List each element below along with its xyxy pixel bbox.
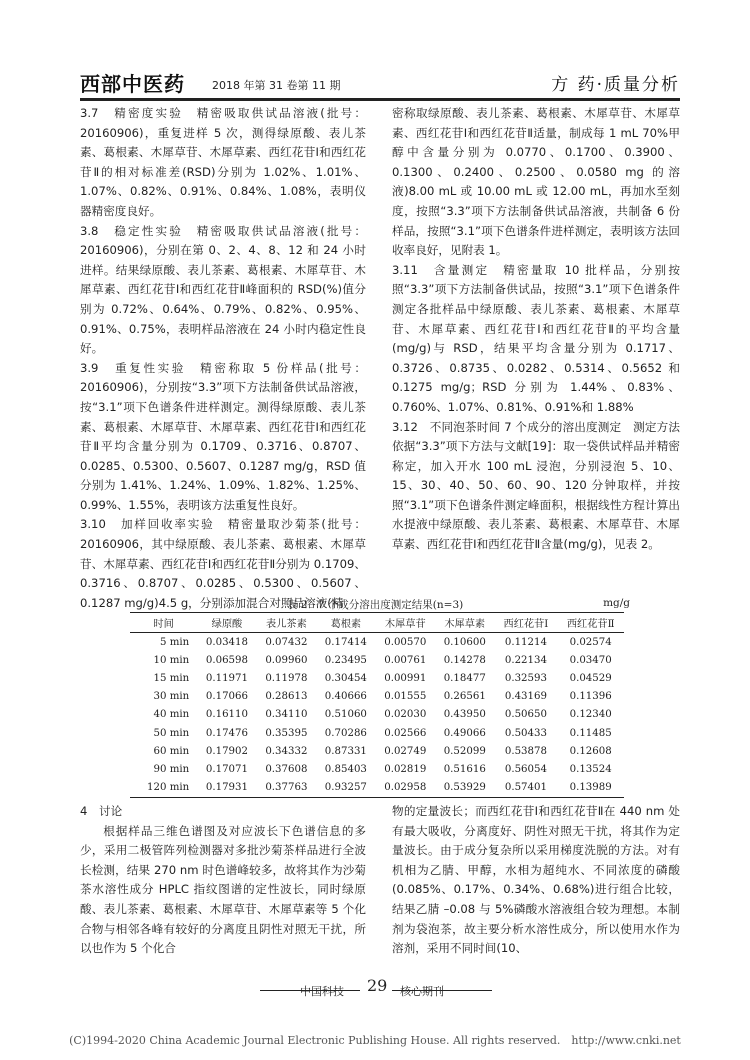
left-column [80, 104, 366, 613]
dissolution-table [130, 612, 624, 798]
table-row [130, 706, 624, 724]
table-caption: 表 2 7 个成分溶出度测定结果(n=3) [286, 599, 464, 611]
table-cell: 0.57401 [494, 779, 557, 798]
table-cell: 0.17414 [324, 636, 367, 648]
table-cell: 0.18477 [443, 672, 486, 684]
right-column [392, 104, 680, 555]
table-cell: 0.50433 [504, 727, 547, 739]
issue-info: 2018 年第 31 卷第 11 期 [212, 79, 341, 92]
table-row [130, 742, 624, 760]
table-cell: 0.02749 [384, 745, 427, 757]
page-number: 29 [367, 976, 388, 995]
header-puerarin: 葛根素 [316, 613, 375, 633]
table-cell: 0.53929 [435, 779, 494, 798]
page-header [80, 68, 680, 98]
paragraph-3-7: 3.7 精密度实验 精密吸取供试品溶液(批号：20160906)，重复进样 5 次，测得绿原酸、表儿茶素、葛根素、木犀草苷、木犀草素、西红花苷Ⅰ和西红花苷Ⅱ的相对标准差(RSD)分别为 1.02%、1.01%、1.07%、0.82%、0.91%、0.84%、1.08%，表明仪器精密度良好。 [80, 106, 366, 218]
table-cell: 0.43950 [443, 709, 486, 721]
table-cell: 0.17931 [197, 779, 256, 798]
table-cell: 0.14278 [443, 654, 486, 666]
paragraph-3-10: 3.10 加样回收率实验 精密量取沙菊茶(批号：20160906，其中绿原酸、表儿茶素、葛根素、木犀草苷、木犀草素、西红花苷Ⅰ和西红花苷Ⅱ分别为 0.1709、0.3716、0.8707、0.0285、0.5300、0.5607、0.1287 mg/g)4.5 g，分别添加混合对照品溶液(精 [80, 517, 366, 610]
footer-label-left: 中国科技 [300, 985, 344, 998]
section-title: 方 药·质量分析 [551, 75, 680, 95]
table-unit: mg/g [603, 597, 630, 609]
table-cell: 0.13524 [569, 763, 612, 775]
table-cell: 0.70286 [324, 727, 367, 739]
table-cell: 0.02574 [569, 636, 612, 648]
discussion-left-column [80, 802, 366, 959]
table-cell: 0.17476 [205, 727, 249, 739]
discussion-right-column [392, 802, 680, 959]
table-cell: 0.30454 [324, 672, 367, 684]
table-cell: 0.87331 [324, 745, 367, 757]
table-cell: 0.11978 [265, 672, 308, 684]
header-rule [80, 98, 680, 101]
table-header-row [130, 613, 624, 633]
table-row [130, 633, 624, 652]
paragraph-3-11: 3.11 含量测定 精密量取 10 批样品，分别按照“3.3”项下方法制备供试品，按照“3.1”项下色谱条件测定各批样品中绿原酸、表儿茶素、葛根素、木犀草苷、木犀草素、西红花苷Ⅰ和西红花苷Ⅱ的平均含量(mg/g)与 RSD，结果平均含量分别为 0.1717、0.3726、0.8735、0.0282、0.5314、0.5652 和 0.1275 mg/g；RSD 分别为 1.44%、0.83%、0.760%、1.07%、0.81%、0.91%和 1.88% [392, 262, 680, 414]
paragraph-3-10-continued: 密称取绿原酸、表儿茶素、葛根素、木犀草苷、木犀草素、西红花苷Ⅰ和西红花苷Ⅱ适量，制成每 1 mL 70%甲醇中含量分别为 0.0770、0.1700、0.3900、0.1300、0.2400、0.2500、0.0580 mg 的溶液)8.00 mL 或 10.00 mL 或 12.00 mL，再加水至刻度，按照“3.3”项下方法制备供试品溶液，共制备 6 份样品，按照“3.1”项下色谱条件进样测定，表明该方法回收率良好，见附表 1。 [392, 106, 680, 258]
table-cell: 0.28613 [265, 691, 308, 703]
table-cell: 0.07432 [265, 636, 308, 648]
table-cell: 0.49066 [443, 727, 486, 739]
table-cell: 0.04529 [569, 672, 612, 684]
discussion-paragraph: 根据样品三维色谱图及对应波长下色谱信息的多少，采用二极管阵列检测器对多批沙菊茶样品进行全波长检测，结果 270 nm 时色谱峰较多，故将其作为沙菊茶水溶性成分 HPLC 指纹图谱的定性波长，同时绿原酸、表儿茶素、葛根素、木犀草苷、木犀草素等 5 个化合物与相邻各峰有较好的分离度且阴性对照无干扰，所以也作为 5 个化合 [80, 823, 366, 956]
table-cell: 0.01555 [384, 691, 427, 703]
table-cell: 0.35395 [265, 727, 308, 739]
table-cell: 0.43169 [504, 691, 547, 703]
header-cynaroside: 木犀草苷 [376, 613, 435, 633]
table-row [130, 724, 624, 742]
table-cell: 0.02566 [384, 727, 427, 739]
table-cell: 0.00570 [384, 636, 427, 648]
table-cell: 0.03418 [205, 636, 249, 648]
table-cell: 30 min [153, 691, 190, 703]
table-cell: 0.03470 [569, 654, 612, 666]
paragraph-3-8: 3.8 稳定性实验 精密吸取供试品溶液(批号：20160906)，分别在第 0、2、4、8、12 和 24 小时进样。结果绿原酸、表儿茶素、葛根素、木犀草苷、木犀草素、西红花苷Ⅰ和西红花苷Ⅱ峰面积的 RSD(%)值分别为 0.72%、0.64%、0.79%、0.82%、0.95%、0.91%、0.75%，表明样品溶液在 24 小时内稳定性良好。 [80, 223, 366, 356]
table-cell: 0.85403 [324, 763, 367, 775]
table-cell: 0.12608 [569, 745, 612, 757]
table-cell: 0.16110 [205, 709, 249, 721]
table-row [130, 651, 624, 669]
table-cell: 10 min [153, 654, 190, 666]
table-cell: 0.00991 [384, 672, 427, 684]
table-cell: 0.22134 [504, 654, 547, 666]
table-cell: 0.11971 [205, 672, 249, 684]
header-crocin-1: 西红花苷Ⅰ [494, 613, 557, 633]
table-cell: 50 min [153, 727, 190, 739]
table-cell: 0.09960 [265, 654, 308, 666]
table-cell: 0.32593 [504, 672, 547, 684]
table-cell: 0.26561 [443, 691, 486, 703]
header-luteolin: 木犀草素 [435, 613, 494, 633]
table-cell: 120 min [130, 779, 197, 798]
copyright-notice: (C)1994-2020 China Academic Journal Electronic Publishing House. All rights reserved. http://www.cnki.net [69, 1034, 681, 1047]
table-cell: 0.23495 [324, 654, 367, 666]
table-cell: 0.02958 [376, 779, 435, 798]
table-row [130, 669, 624, 687]
table-cell: 0.51060 [324, 709, 367, 721]
table-cell: 0.02030 [384, 709, 427, 721]
table-cell: 0.12340 [569, 709, 612, 721]
table-cell: 40 min [153, 709, 190, 721]
table-cell: 0.06598 [205, 654, 249, 666]
paragraph-3-9: 3.9 重复性实验 精密称取 5 份样品(批号：20160906)，分别按“3.3”项下方法制备供试品溶液，按“3.1”项下色谱条件进样测定。测得绿原酸、表儿茶素、葛根素、木犀草苷、木犀草素、西红花苷Ⅰ和西红花苷Ⅱ平均含量分别为 0.1709、0.3716、0.8707、0.0285、0.5300、0.5607、0.1287 mg/g，RSD 值分别为 1.41%、1.24%、1.09%、1.82%、1.25%、0.99%、1.55%，表明该方法重复性良好。 [80, 360, 366, 512]
table-cell: 0.51616 [443, 763, 486, 775]
table-cell: 0.37763 [257, 779, 316, 798]
footer-label-right: 核心期刊 [400, 985, 444, 998]
discussion-heading: 4 讨论 [80, 804, 123, 818]
header-crocin-2: 西红花苷Ⅱ [557, 613, 624, 633]
table-cell: 0.52099 [443, 745, 486, 757]
table-cell: 0.93257 [316, 779, 375, 798]
table-cell: 0.56054 [504, 763, 547, 775]
discussion-paragraph-continued: 物的定量波长；而西红花苷Ⅰ和西红花苷Ⅱ在 440 nm 处有最大吸收，分离度好、阴性对照无干扰，将其作为定量波长。由于成分复杂所以采用梯度洗脱的方法。对有机相为乙腈、甲醇，水相为超纯水、不同浓度的磷酸(0.085%、0.17%、0.34%、0.68%)进行组合比较，结果乙腈 –0.08 与 5%磷酸水溶液组合较为理想。本制剂为袋泡茶，故主要分析水溶性成分，所以使用水作为溶剂，采用不同时间(10、 [392, 804, 680, 956]
table-row [130, 688, 624, 706]
table-cell: 0.17071 [205, 763, 249, 775]
table-row [130, 760, 624, 778]
table-cell: 0.11396 [569, 691, 612, 703]
table-cell: 0.11485 [569, 727, 612, 739]
table-cell: 0.17902 [205, 745, 249, 757]
table-cell: 0.11214 [504, 636, 547, 648]
table-cell: 90 min [153, 763, 190, 775]
table-row [130, 779, 624, 798]
header-epicatechin: 表儿茶素 [257, 613, 316, 633]
table-cell: 0.53878 [504, 745, 547, 757]
table-cell: 0.13989 [557, 779, 624, 798]
table-cell: 0.34110 [265, 709, 308, 721]
table-cell: 0.40666 [324, 691, 367, 703]
table-cell: 5 min [160, 636, 190, 648]
table-cell: 0.00761 [384, 654, 427, 666]
header-chlorogenic-acid: 绿原酸 [197, 613, 256, 633]
table-cell: 0.50650 [504, 709, 547, 721]
table-cell: 0.02819 [384, 763, 427, 775]
table-cell: 0.37608 [265, 763, 308, 775]
paragraph-3-12: 3.12 不同泡茶时间 7 个成分的溶出度测定 测定方法依据“3.3”项下方法与文献[19]：取一袋供试样品并精密称定，加入开水 100 mL 浸泡，分别浸泡 5、10、15、30、40、50、60、90、120 分钟取样，并按照“3.1”项下色谱条件测定峰面积，根据线性方程计算出水提液中绿原酸、表儿茶素、葛根素、木犀草苷、木犀草素、西红花苷Ⅰ和西红花苷Ⅱ含量(mg/g)，见表 2。 [392, 419, 680, 552]
header-time: 时间 [130, 613, 197, 633]
table-cell: 60 min [153, 745, 190, 757]
table-cell: 0.10600 [443, 636, 486, 648]
table-cell: 0.17066 [205, 691, 249, 703]
table-cell: 15 min [153, 672, 190, 684]
journal-logo: 西部中医药 [80, 72, 185, 96]
table-cell: 0.34332 [265, 745, 308, 757]
